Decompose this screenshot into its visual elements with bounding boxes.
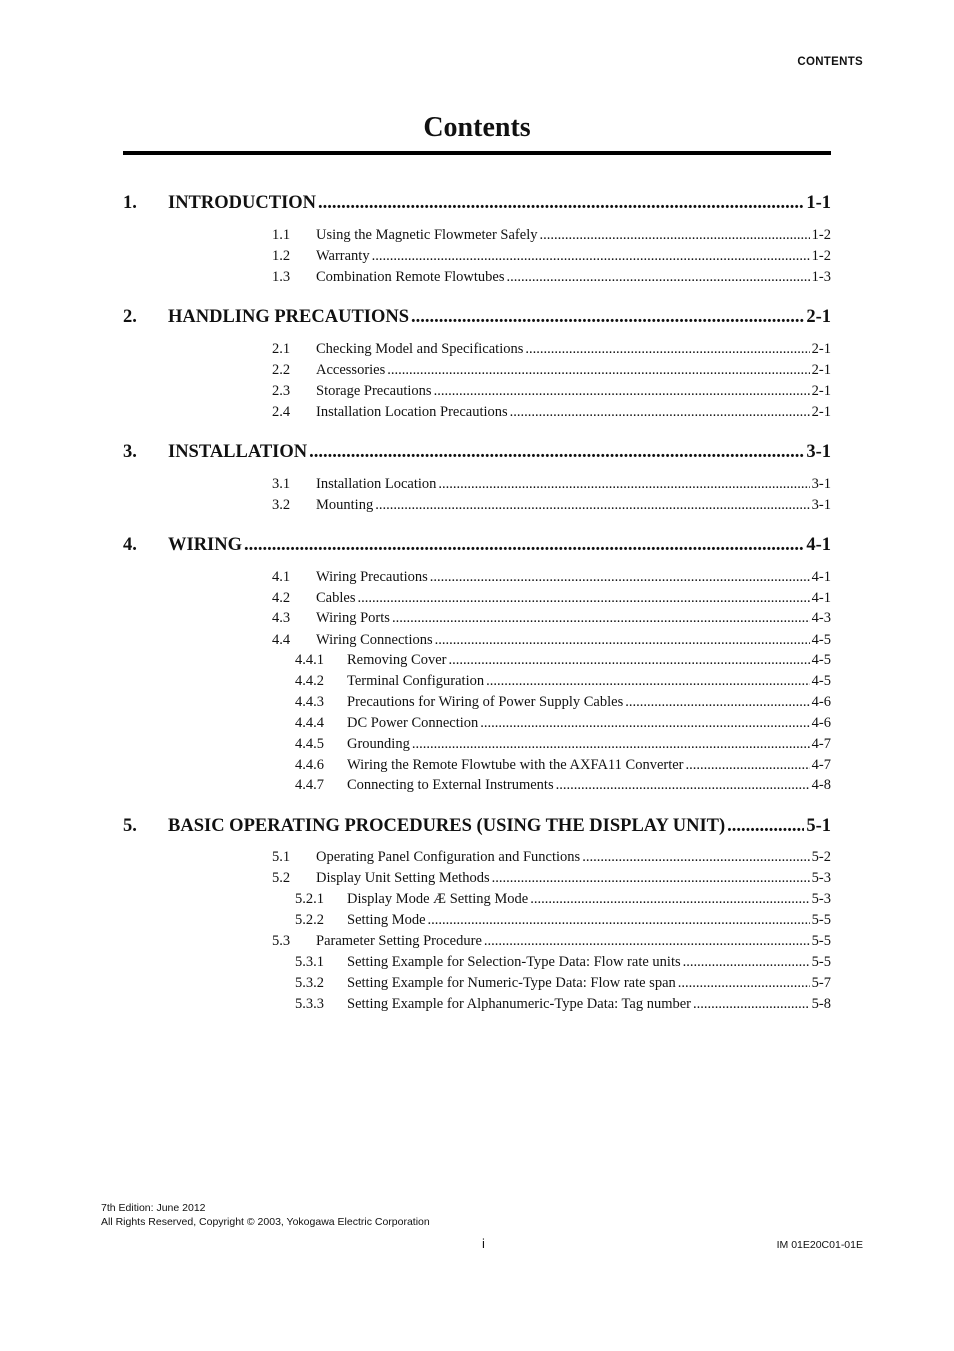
toc-entry-title: Cables (316, 590, 356, 606)
toc-entry-page: 5-5 (811, 954, 831, 970)
toc-entry-number: 1.1 (272, 227, 291, 243)
toc-entry-number: 4.4.6 (295, 757, 324, 773)
toc-entry-title: Warranty (316, 248, 370, 264)
toc-entry-number: 4.2 (272, 590, 291, 606)
toc-entry-number: 2.3 (272, 383, 291, 399)
toc-entry-number: 4.4.5 (295, 736, 324, 752)
toc-entry-page: 2-1 (811, 362, 831, 378)
toc-dot-leader (428, 912, 810, 929)
toc-entry-page: 2-1 (806, 307, 831, 327)
edition-text: 7th Edition: June 2012 (101, 1202, 206, 1214)
toc-entry-page: 1-1 (806, 193, 831, 213)
toc-entry-page: 4-3 (811, 610, 831, 626)
toc-entry-subsection[interactable] (295, 652, 831, 669)
toc-entry-title: Wiring Connections (316, 632, 433, 648)
toc-entry-page: 5-7 (811, 975, 831, 991)
toc-dot-leader (510, 404, 810, 421)
toc-entry-section[interactable] (272, 933, 831, 950)
toc-dot-leader (412, 736, 810, 753)
toc-dot-leader (484, 933, 810, 950)
toc-entry-title: Combination Remote Flowtubes (316, 269, 505, 285)
toc-entry-page: 5-3 (811, 891, 831, 907)
toc-entry-page: 1-2 (811, 227, 831, 243)
toc-entry-section[interactable] (272, 632, 831, 649)
toc-entry-page: 5-8 (811, 996, 831, 1012)
toc-entry-title: Storage Precautions (316, 383, 432, 399)
toc-entry-section[interactable] (272, 341, 831, 358)
toc-entry-title: Setting Mode (347, 912, 426, 928)
toc-entry-chapter[interactable] (123, 442, 831, 463)
toc-entry-section[interactable] (272, 590, 831, 607)
toc-entry-chapter[interactable] (123, 535, 831, 556)
toc-entry-title: Parameter Setting Procedure (316, 933, 482, 949)
toc-entry-number: 2.4 (272, 404, 291, 420)
footer-edition-block (101, 1201, 430, 1229)
toc-entry-title: DC Power Connection (347, 715, 479, 731)
toc-entry-title: Installation Location (316, 476, 437, 492)
toc-dot-leader (492, 870, 810, 887)
toc-dot-leader (244, 535, 804, 556)
toc-entry-number: 4.4.7 (295, 777, 324, 793)
toc-entry-title: Precautions for Wiring of Power Supply Cables (347, 694, 624, 710)
toc-entry-number: 3.1 (272, 476, 291, 492)
toc-entry-section[interactable] (272, 610, 831, 627)
toc-entry-title: INTRODUCTION (168, 193, 317, 213)
toc-entry-title: Mounting (316, 497, 374, 513)
toc-entry-page: 3-1 (811, 476, 831, 492)
toc-entry-section[interactable] (272, 383, 831, 400)
toc-entry-page: 5-3 (811, 870, 831, 886)
toc-entry-title: Accessories (316, 362, 386, 378)
toc-entry-chapter[interactable] (123, 307, 831, 328)
toc-dot-leader (683, 954, 810, 971)
toc-entry-section[interactable] (272, 476, 831, 493)
toc-entry-page: 5-1 (806, 816, 831, 836)
toc-entry-number: 5.3.1 (295, 954, 324, 970)
title-rule (123, 151, 831, 155)
toc-entry-number: 3.2 (272, 497, 291, 513)
toc-entry-number: 2.2 (272, 362, 291, 378)
toc-entry-section[interactable] (272, 227, 831, 244)
toc-dot-leader (438, 476, 809, 493)
toc-dot-leader (375, 497, 809, 514)
toc-dot-leader (435, 632, 810, 649)
toc-entry-page: 5-2 (811, 849, 831, 865)
toc-entry-chapter[interactable] (123, 193, 831, 214)
toc-dot-leader (507, 269, 810, 286)
page-number: i (482, 1236, 485, 1251)
toc-entry-title: BASIC OPERATING PROCEDURES (USING THE DISPLAY UNIT) (168, 816, 726, 836)
toc-dot-leader (556, 777, 810, 794)
toc-entry-page: 1-2 (811, 248, 831, 264)
toc-entry-number: 5.3 (272, 933, 291, 949)
toc-dot-leader (727, 816, 804, 837)
toc-dot-leader (434, 383, 810, 400)
toc-entry-page: 3-1 (811, 497, 831, 513)
toc-entry-number: 4. (123, 535, 137, 555)
toc-entry-title: Setting Example for Numeric-Type Data: Flow rate span (347, 975, 676, 991)
toc-entry-title: Grounding (347, 736, 410, 752)
toc-entry-subsection[interactable] (295, 891, 831, 908)
toc-entry-number: 4.4 (272, 632, 291, 648)
toc-entry-page: 3-1 (806, 442, 831, 462)
toc-dot-leader (411, 307, 804, 328)
toc-dot-leader (693, 996, 810, 1013)
toc-dot-leader (392, 610, 810, 627)
toc-entry-subsection[interactable] (295, 996, 831, 1013)
toc-entry-page: 4-8 (811, 777, 831, 793)
toc-entry-section[interactable] (272, 849, 831, 866)
toc-entry-page: 5-5 (811, 912, 831, 928)
toc-dot-leader (686, 757, 810, 774)
toc-entry-number: 2.1 (272, 341, 291, 357)
toc-entry-page: 5-5 (811, 933, 831, 949)
toc-entry-title: Removing Cover (347, 652, 447, 668)
toc-entry-number: 5.2.2 (295, 912, 324, 928)
toc-dot-leader (525, 341, 809, 358)
toc-entry-title: Setting Example for Selection-Type Data: Flow rate units (347, 954, 681, 970)
toc-dot-leader (309, 442, 804, 463)
toc-entry-subsection[interactable] (295, 777, 831, 794)
toc-entry-page: 4-6 (811, 715, 831, 731)
toc-entry-title: Connecting to External Instruments (347, 777, 554, 793)
toc-entry-chapter[interactable] (123, 816, 831, 837)
toc-entry-title: Checking Model and Specifications (316, 341, 524, 357)
toc-entry-title: Display Unit Setting Methods (316, 870, 490, 886)
toc-dot-leader (318, 193, 804, 214)
toc-entry-section[interactable] (272, 870, 831, 887)
toc-entry-section[interactable] (272, 497, 831, 514)
toc-entry-number: 5.2.1 (295, 891, 324, 907)
toc-entry-number: 4.3 (272, 610, 291, 626)
toc-dot-leader (430, 569, 810, 586)
toc-entry-number: 5.2 (272, 870, 291, 886)
toc-entry-section[interactable] (272, 404, 831, 421)
toc-entry-number: 4.4.4 (295, 715, 324, 731)
toc-entry-subsection[interactable] (295, 757, 831, 774)
toc-entry-section[interactable] (272, 362, 831, 379)
toc-entry-subsection[interactable] (295, 673, 831, 690)
toc-entry-title: Setting Example for Alphanumeric-Type Data: Tag number (347, 996, 691, 1012)
toc-entry-subsection[interactable] (295, 736, 831, 753)
toc-dot-leader (387, 362, 809, 379)
toc-entry-subsection[interactable] (295, 975, 831, 992)
toc-entry-page: 4-5 (811, 652, 831, 668)
toc-entry-number: 4.4.3 (295, 694, 324, 710)
toc-entry-page: 2-1 (811, 341, 831, 357)
toc-entry-title: Terminal Configuration (347, 673, 485, 689)
toc-dot-leader (678, 975, 810, 992)
toc-dot-leader (582, 849, 809, 866)
toc-entry-section[interactable] (272, 248, 831, 265)
toc-dot-leader (625, 694, 809, 711)
toc-entry-section[interactable] (272, 269, 831, 286)
toc-entry-number: 4.4.1 (295, 652, 324, 668)
toc-entry-number: 2. (123, 307, 137, 327)
toc-entry-subsection[interactable] (295, 954, 831, 971)
copyright-text: All Rights Reserved, Copyright © 2003, Yokogawa Electric Corporation (101, 1216, 430, 1228)
toc-entry-section[interactable] (272, 569, 831, 586)
toc-entry-page: 4-5 (811, 673, 831, 689)
toc-entry-page: 4-1 (811, 569, 831, 585)
toc-entry-title: Using the Magnetic Flowmeter Safely (316, 227, 538, 243)
toc-entry-number: 1. (123, 193, 137, 213)
toc-entry-title: Operating Panel Configuration and Functions (316, 849, 581, 865)
toc-entry-page: 4-6 (811, 694, 831, 710)
toc-entry-number: 5.3.2 (295, 975, 324, 991)
toc-dot-leader (357, 590, 809, 607)
toc-entry-page: 1-3 (811, 269, 831, 285)
toc-entry-title: Wiring Ports (316, 610, 390, 626)
toc-entry-page: 2-1 (811, 404, 831, 420)
running-header: CONTENTS (797, 56, 863, 68)
toc-entry-page: 4-7 (811, 757, 831, 773)
toc-entry-title: Wiring the Remote Flowtube with the AXFA11 Converter (347, 757, 684, 773)
page-title: Contents (423, 112, 531, 143)
toc-entry-number: 4.1 (272, 569, 291, 585)
toc-dot-leader (448, 652, 809, 669)
toc-entry-number: 1.2 (272, 248, 291, 264)
toc-entry-number: 5. (123, 816, 137, 836)
toc-entry-page: 2-1 (811, 383, 831, 399)
toc-entry-number: 4.4.2 (295, 673, 324, 689)
document-id: IM 01E20C01-01E (776, 1239, 863, 1251)
toc-entry-title: WIRING (168, 535, 243, 555)
toc-entry-title: Installation Location Precautions (316, 404, 508, 420)
toc-entry-subsection[interactable] (295, 715, 831, 732)
toc-entry-number: 5.3.3 (295, 996, 324, 1012)
toc-entry-number: 1.3 (272, 269, 291, 285)
toc-entry-number: 5.1 (272, 849, 291, 865)
toc-entry-title: INSTALLATION (168, 442, 308, 462)
toc-entry-subsection[interactable] (295, 694, 831, 711)
toc-entry-title: Wiring Precautions (316, 569, 428, 585)
toc-dot-leader (486, 673, 810, 690)
toc-entry-title: HANDLING PRECAUTIONS (168, 307, 410, 327)
toc-entry-page: 4-7 (811, 736, 831, 752)
toc-dot-leader (530, 891, 809, 908)
toc-entry-page: 4-1 (806, 535, 831, 555)
toc-dot-leader (539, 227, 809, 244)
toc-entry-page: 4-1 (811, 590, 831, 606)
toc-entry-page: 4-5 (811, 632, 831, 648)
toc-entry-subsection[interactable] (295, 912, 831, 929)
toc-dot-leader (480, 715, 809, 732)
toc-dot-leader (372, 248, 810, 265)
toc-entry-number: 3. (123, 442, 137, 462)
toc-entry-title: Display Mode Æ Setting Mode (347, 891, 529, 907)
